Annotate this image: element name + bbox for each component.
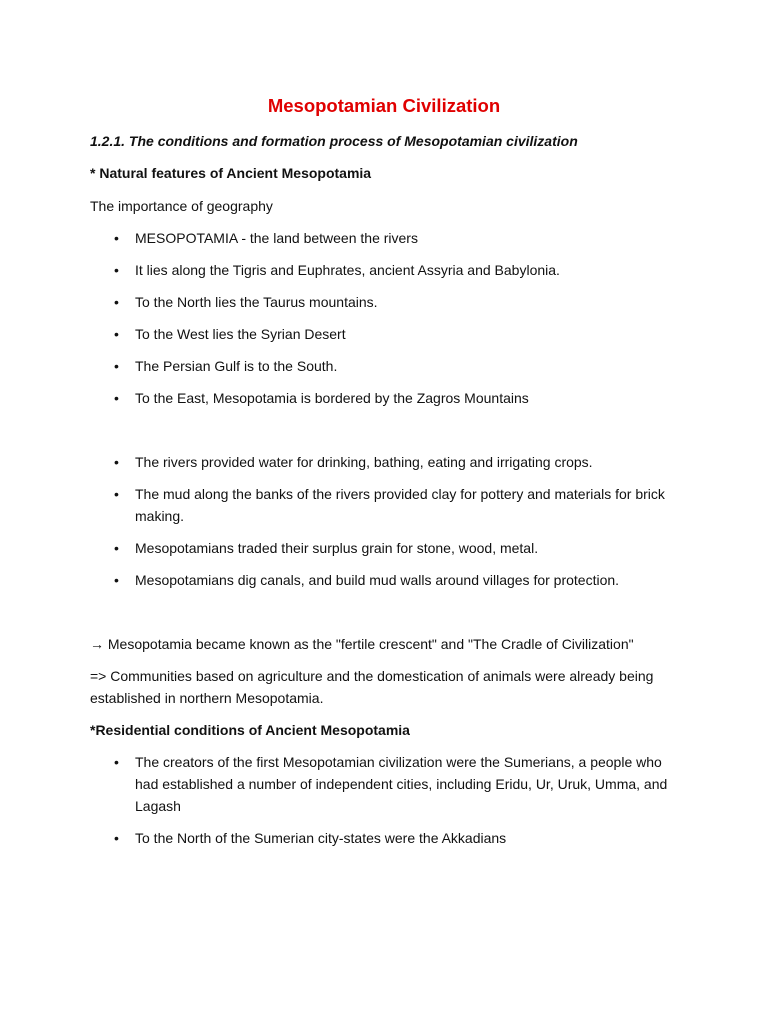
list-item: Mesopotamians dig canals, and build mud walls around villages for protection. — [135, 572, 620, 588]
bullet-marker: • — [114, 326, 119, 342]
conclusion-agriculture: => Communities based on agriculture and the domestication of animals were already being established in northern Mesopotamia. — [90, 668, 654, 706]
list-item: The creators of the first Mesopotamian civilization were the Sumerians, a people who had established a number of independent cities, including Eridu, Ur, Uruk, Umma, and Lagash — [135, 754, 668, 814]
bullet-marker: • — [114, 486, 119, 502]
list-item: It lies along the Tigris and Euphrates, ancient Assyria and Babylonia. — [135, 262, 560, 278]
document-title: Mesopotamian Civilization — [267, 95, 501, 116]
list-item: The rivers provided water for drinking, bathing, eating and irrigating crops. — [135, 454, 593, 470]
geography-intro: The importance of geography — [90, 198, 273, 214]
subsection-heading: 1.2.1. The conditions and formation process of Mesopotamian civilization — [90, 133, 578, 149]
list-item: MESOPOTAMIA - the land between the rivers — [135, 230, 418, 246]
bullet-marker: • — [114, 754, 119, 770]
bullet-marker: • — [114, 358, 119, 374]
bullet-marker: • — [114, 540, 119, 556]
bullet-marker: • — [114, 390, 119, 406]
bullet-marker: • — [114, 454, 119, 470]
bullet-marker: • — [114, 572, 119, 588]
list-item: To the North of the Sumerian city-states were the Akkadians — [135, 830, 507, 846]
bullet-marker: • — [114, 262, 119, 278]
list-item: The mud along the banks of the rivers provided clay for pottery and materials for brick making. — [135, 486, 665, 524]
list-item: Mesopotamians traded their surplus grain for stone, wood, metal. — [135, 540, 539, 556]
list-item: The Persian Gulf is to the South. — [135, 358, 338, 374]
bullet-marker: • — [114, 830, 119, 846]
natural-features-heading: * Natural features of Ancient Mesopotamia — [90, 165, 372, 181]
residential-heading: *Residential conditions of Ancient Mesopotamia — [90, 722, 410, 738]
bullet-marker: • — [114, 230, 119, 246]
conclusion-fertile-crescent: → Mesopotamia became known as the "fertile crescent" and "The Cradle of Civilization" — [90, 636, 634, 652]
list-item: To the West lies the Syrian Desert — [135, 326, 346, 342]
list-item: To the North lies the Taurus mountains. — [135, 294, 378, 310]
bullet-marker: • — [114, 294, 119, 310]
list-item: To the East, Mesopotamia is bordered by the Zagros Mountains — [135, 390, 529, 406]
